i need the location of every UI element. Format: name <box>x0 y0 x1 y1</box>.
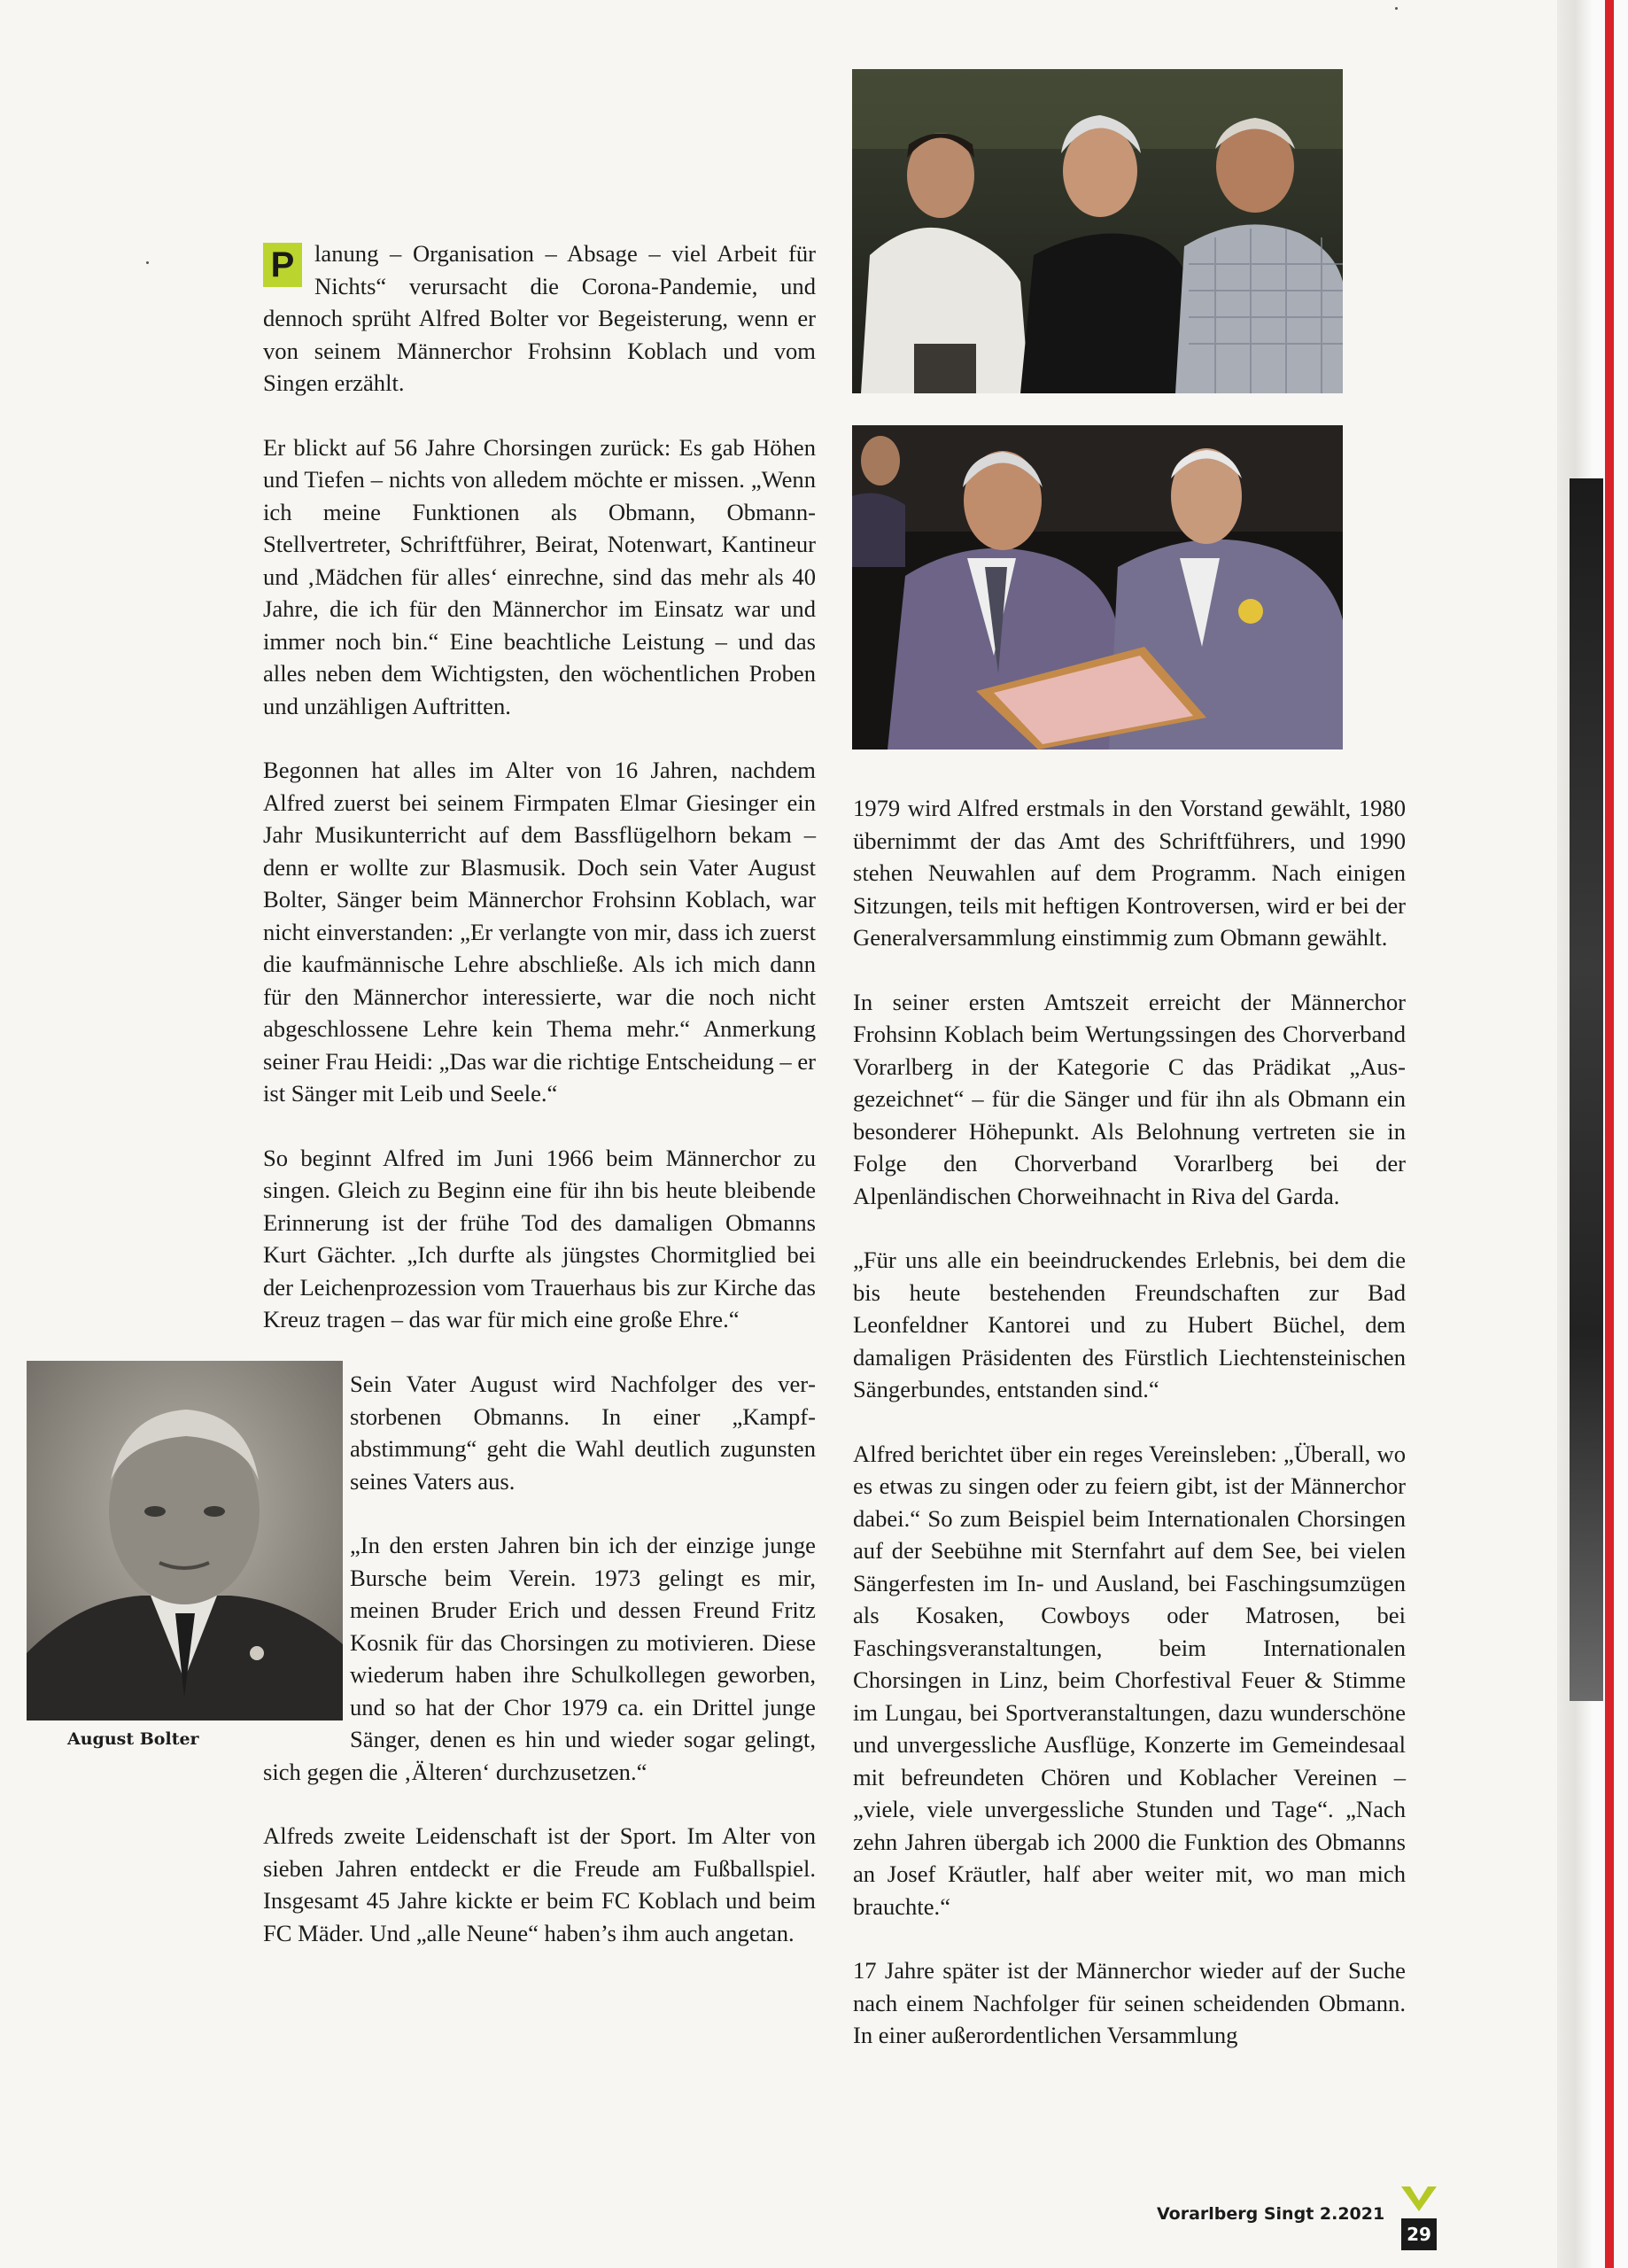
portrait-caption: August Bolter <box>67 1729 199 1749</box>
article-paragraph: „Für uns alle ein beeindruckendes Erlebnis, bei dem die bis heute bestehenden Freundschaften zur Bad Leonfeldner Kantorei und zu Hubert Büchel, dem damaligen Präsidenten des Fürstlich Liechtensteinischen Sängerbundes, entstanden sind.“ <box>853 1247 1406 1402</box>
article-paragraph: 1979 wird Alfred erstmals in den Vorstand gewählt, 1980 übernimmt der das Amt des Schriftführers, und 1990 stehen Neuwahlen auf dem Programm. Nach einigen Sitzungen, teils mit heftigen Kontroversen, wird er bei der Generalversammlung einstimmig zum Obmann gewählt. <box>853 795 1406 951</box>
portrait-wrap <box>263 1368 816 1949</box>
photo-three-men <box>852 69 1343 393</box>
article-paragraph: So beginnt Alfred im Juni 1966 beim Männerchor zu singen. Gleich zu Beginn eine für ihn bis heute bleibende Erinnerung ist der frühe Tod des damaligen Obmanns Kurt Gächter. „Ich durfte als jüngstes Chormitglied bei der Leichenprozession vom Trauerhaus bis zur Kirche das Kreuz tragen – das war für mich eine große Ehre.“ <box>263 1144 816 1332</box>
footer-magazine-title: Vorarlberg Singt 2.2021 <box>1157 2204 1385 2224</box>
photo-award-frame <box>852 425 1343 750</box>
scan-speck <box>146 261 149 264</box>
article-paragraph: Er blickt auf 56 Jahre Chorsingen zurück: Es gab Höhen und Tiefen – nichts von alledem möchte er missen. „Wenn ich meine Funktionen als Obmann, Obmann-Stellvertreter, Schriftführer, Beirat, Notenwart, Kantineur und ‚Mädchen für alles‘ einrechne, sind das mehr als 40 Jahre, die ich für den Männerchor im Einsatz war und immer noch bin.“ Eine beachtliche Leistung – und das alles neben dem Wichtigsten, den wöchentlichen Proben und unzähligen Auftritten. <box>263 433 816 719</box>
article-paragraph: Alfred berichtet über ein reges Vereinsleben: „Überall, wo es etwas zu singen oder zu feiern gibt, ist der Männerchor dabei.“ So zum Beispiel beim Internationalen Chorsingen auf der Seebühne mit Sternfahrt auf dem See, bei vielen Sängerfesten im In- und Ausland, bei Faschingsumzügen als Kosaken, Cowboys oder Matrosen, bei Faschingsveranstaltungen, beim Internationalen Chorsingen in Linz, beim Chorfestival Feuer & Stimme im Lungau, bei Sportveranstaltungen, dazu wunderschöne und unvergessliche Ausflüge, Konzerte im Gemeindesaal mit befreundeten Chören und Koblacher Vereinen – „viele, viele unvergessliche Stunden und Tage“. „Nach zehn Jahren übergab ich 2000 die Funktion des Obmanns an Josef Kräutler, half aber weiter mit, wo man mich brauchte.“ <box>853 1440 1406 1920</box>
article-paragraph: 17 Jahre später ist der Männerchor wieder auf der Suche nach einem Nachfolger für seinen scheidenden Obmann. In einer außerordentlichen Versammlung <box>853 1957 1406 2048</box>
article-column-left <box>263 237 816 1336</box>
article-paragraph: Begonnen hat alles im Alter von 16 Jahren, nachdem Alfred zuerst bei seinem Firmpaten Elmar Giesinger ein Jahr Musikunterricht auf dem Bassflügelhorn bekam – denn er wollte zur Blasmusik. Doch sein Vater August Bolter, Sänger beim Männerchor Frohsinn Koblach, war nicht einverstanden: „Er verlangte von mir, dass ich zuerst die kaufmännische Lehre abschließe. Als ich mich dann für den Männerchor interessierte, war die noch nicht abgeschlossene Lehre kein Thema mehr.“ Anmerkung seiner Frau Heidi: „Das war die richtige Entscheidung – er ist Sänger mit Leib und Seele.“ <box>263 757 817 1107</box>
page-number: 29 <box>1401 2218 1437 2250</box>
red-edge-strip <box>1605 0 1614 2268</box>
article-column-left-lower <box>263 1336 816 1981</box>
article-paragraph: Alfreds zweite Leidenschaft ist der Sport. Im Alter von sieben Jahren entdeckt er die Freude am Fußballspiel. Insgesamt 45 Jahre kickte er beim FC Koblach und beim FC Mäder. Und „alle Neune“ haben’s ihm auch angetan. <box>263 1822 816 1946</box>
article-column-right <box>853 792 1406 2084</box>
scan-speck <box>1395 7 1398 10</box>
vorarlberg-singt-logo-icon <box>1399 2185 1438 2215</box>
next-page-edge <box>1570 478 1603 1701</box>
article-paragraph: „In den ersten Jahren bin ich der einzige junge Bursche beim Verein. 1973 gelingt es mir, meinen Bruder Erich und dessen Freund Fritz Kosnik für das Chorsingen zu motivieren. Diese wiederum haben ihre Schulkollegen geworben, und so hat der Chor 1979 ca. ein Drittel junge Sänger, denen es hin und wieder sogar gelingt, sich gegen die ‚Älteren‘ durchzusetzen.“ <box>263 1532 816 1785</box>
article-paragraph: Sein Vater August wird Nachfolger des verstorbenen Obmanns. In einer „Kampfabstimmung“ geht die Wahl deutlich zugunsten seines Vaters aus. <box>350 1371 816 1495</box>
article-paragraph: P lanung – Organisation – Absage – viel Arbeit für Nichts“ verursacht die Corona-Pandemie, und dennoch sprüht Alfred Bolter vor Begeisterung, wenn er von seinem Männerchor Frohsinn Koblach und vom Singen erzählt. <box>263 240 816 396</box>
dropcap: P <box>263 243 302 287</box>
article-paragraph: In seiner ersten Amtszeit erreicht der Männerchor Frohsinn Koblach beim Wertungssingen des Chorverband Vorarlberg in der Kategorie C das Prädikat „Ausgezeichnet“ – für die Sänger und für ihn als Obmann ein besonderer Höhepunkt. Als Belohnung vertreten sie in Folge den Chorverband Vorarlberg bei der Alpenländischen Chorweihnacht in Riva del Garda. <box>853 988 1406 1209</box>
